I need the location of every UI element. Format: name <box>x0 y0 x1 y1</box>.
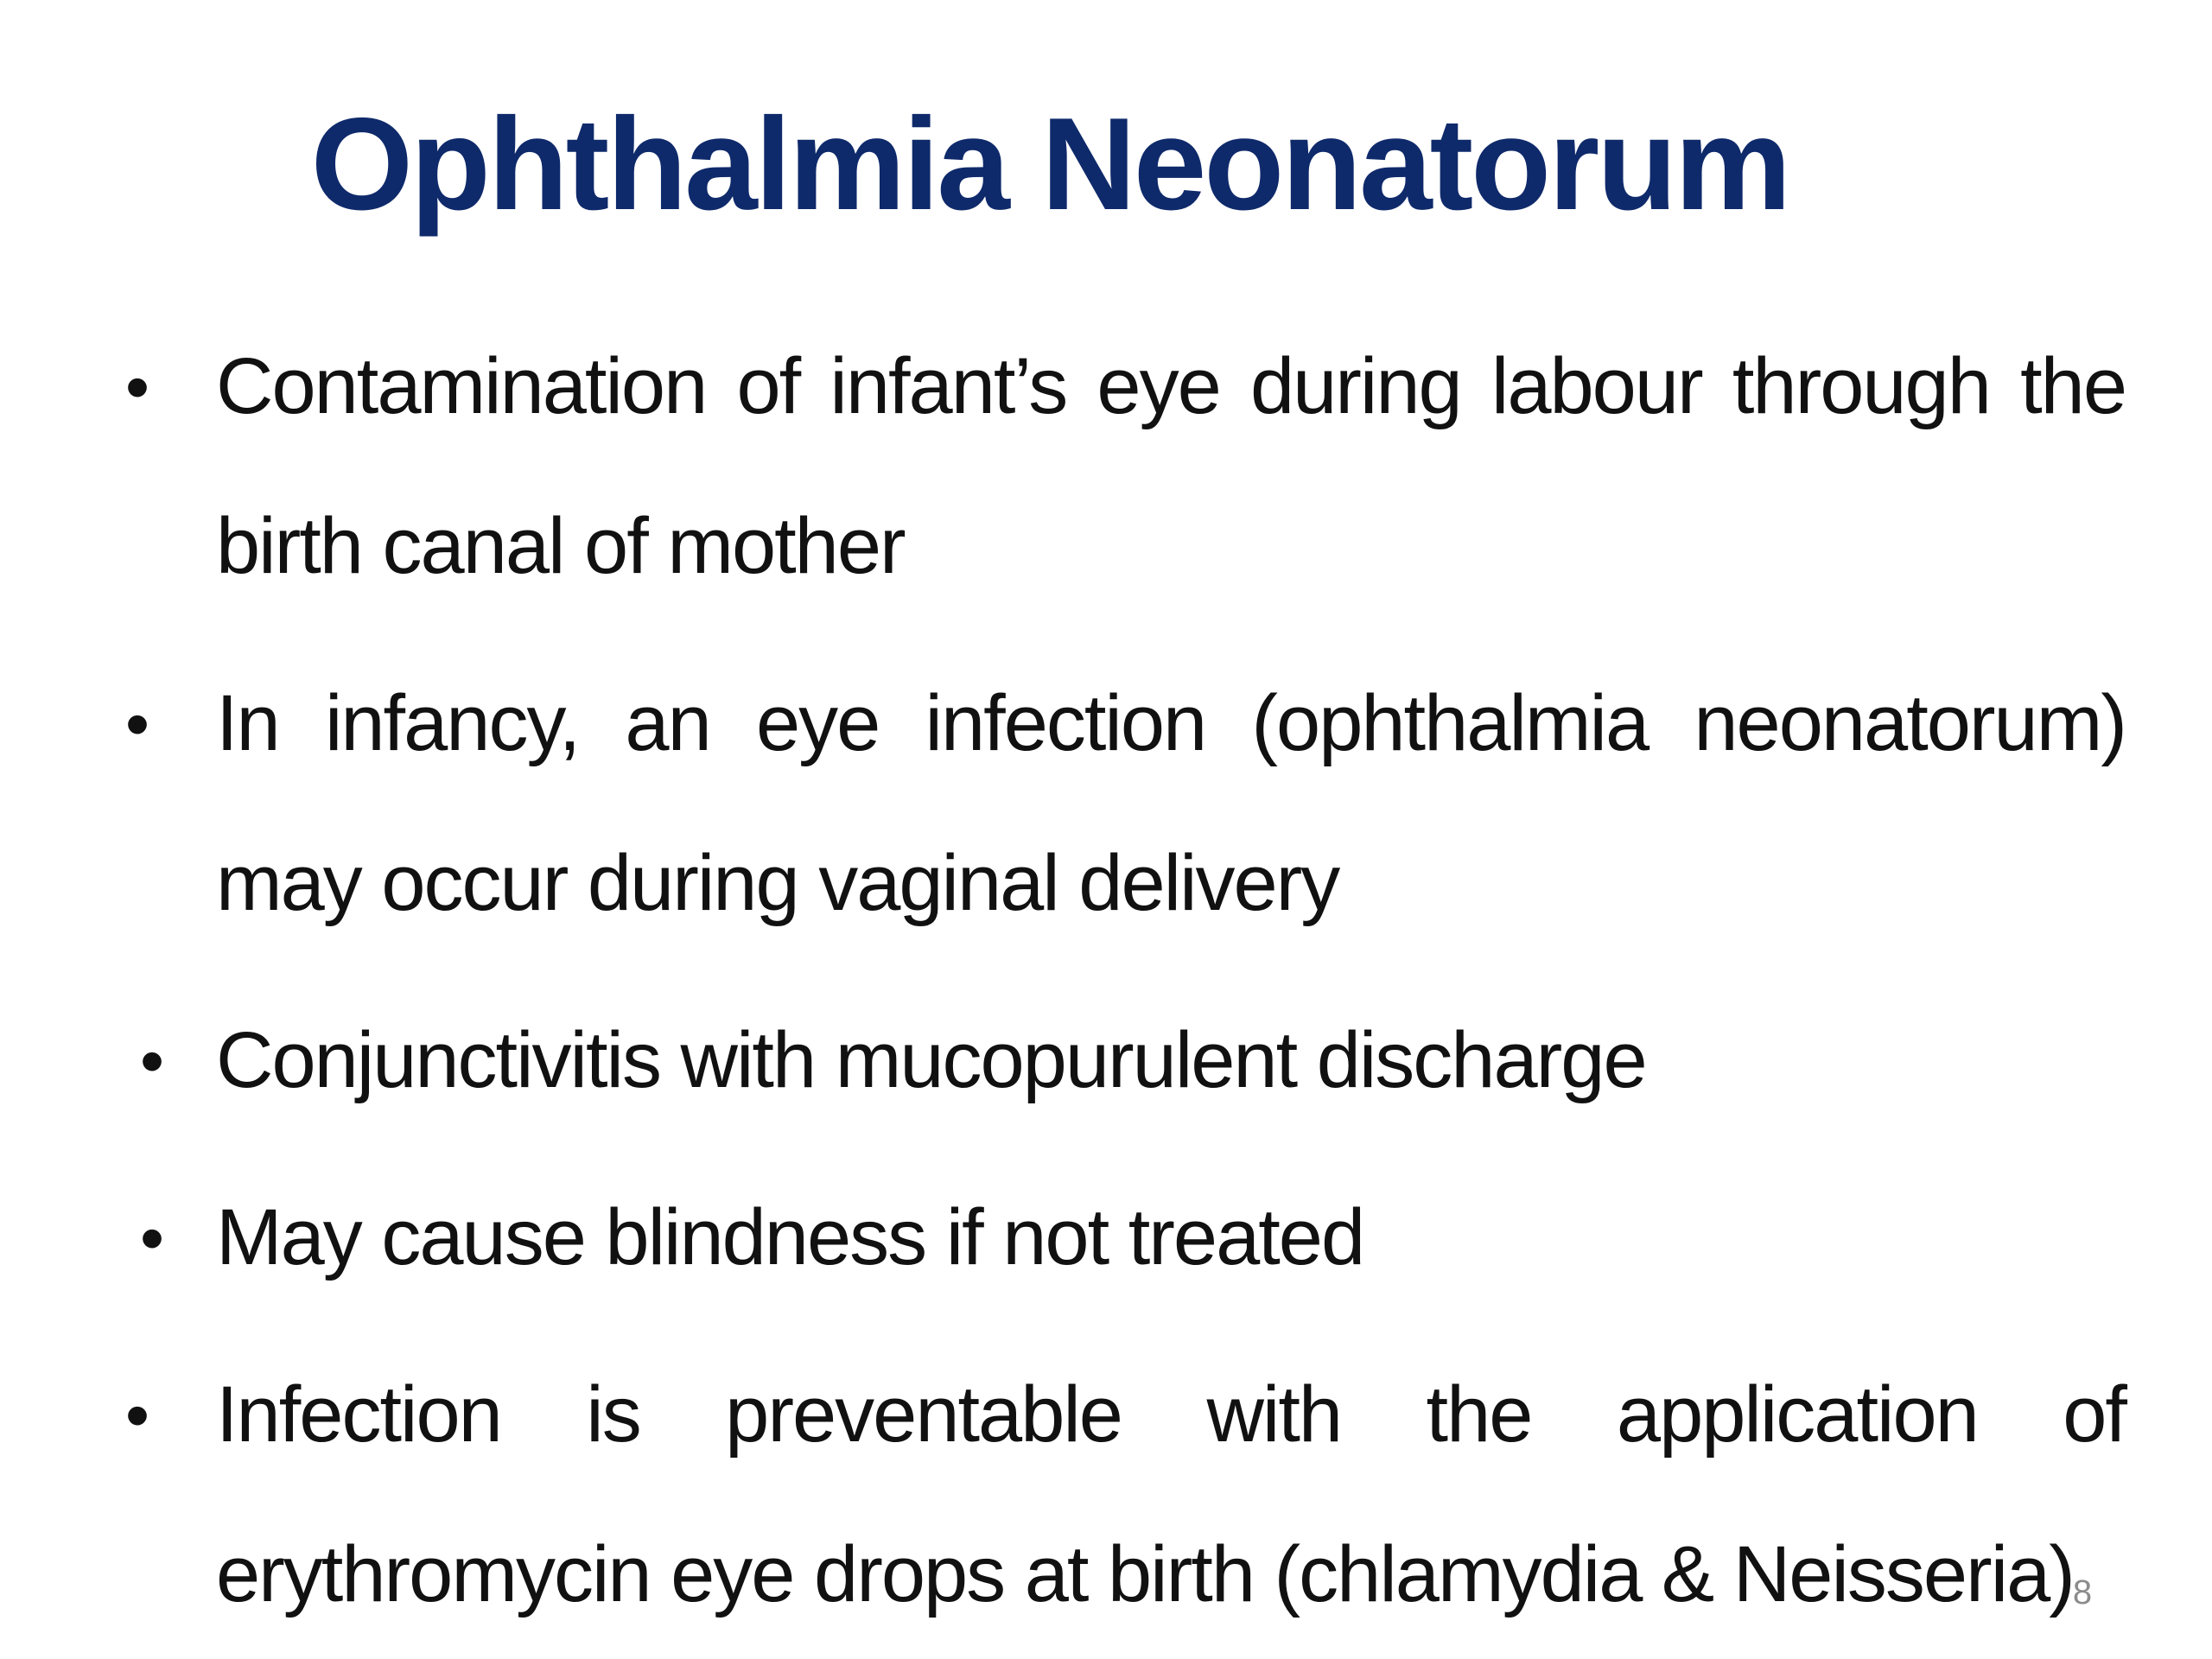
bullet-item <box>125 307 2126 626</box>
slide-title: Ophthalmia Neonatorum <box>310 91 1789 238</box>
bullet-dot-icon: • <box>125 685 149 762</box>
bullet-text: Contamination of infant’s eye during labour through the birth canal of mother <box>216 342 2126 590</box>
bullet-item <box>139 981 2126 1141</box>
bullet-dot-icon: • <box>125 348 149 425</box>
bullet-text: Infection is preventable with the application of erythromycin eye drops at birth (chlamydia & Neisseria) <box>216 1370 2126 1618</box>
bullet-dot-icon: • <box>139 1199 162 1276</box>
bullet-dot-icon: • <box>125 1376 149 1453</box>
bullet-text: Conjunctivitis with mucopurulent discharge <box>216 1016 1646 1104</box>
bullet-item <box>125 644 2126 963</box>
bullet-list <box>125 307 2126 1659</box>
bullet-dot-icon: • <box>139 1022 162 1099</box>
bullet-item <box>125 1335 2126 1655</box>
bullet-text: In infancy, an eye infection (ophthalmia neonatorum) may occur during vaginal delivery <box>216 679 2126 927</box>
page-number: 8 <box>2072 1573 2093 1611</box>
bullet-text: May cause blindness if not treated <box>216 1193 1364 1281</box>
bullet-item <box>139 1158 2126 1318</box>
